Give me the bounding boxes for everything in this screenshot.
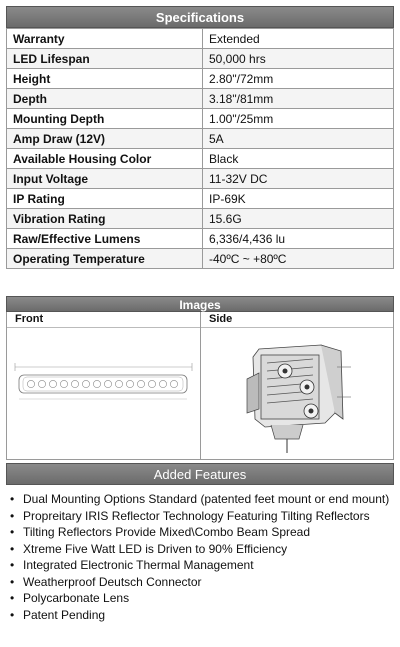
side-image-cell [200, 312, 393, 459]
features-title: Added Features [6, 463, 394, 485]
spec-label: IP Rating [7, 189, 203, 209]
spec-value: -40ºC ~ +80ºC [203, 249, 394, 269]
front-label: Front [7, 312, 200, 328]
spec-row [7, 29, 394, 49]
spec-value: 50,000 hrs [203, 49, 394, 69]
spec-label: Raw/Effective Lumens [7, 229, 203, 249]
spec-label: Available Housing Color [7, 149, 203, 169]
spec-row [7, 229, 394, 249]
spec-label: Mounting Depth [7, 109, 203, 129]
spec-row [7, 149, 394, 169]
feature-item: • Weatherproof Deutsch Connector [6, 574, 394, 590]
spec-label: Operating Temperature [7, 249, 203, 269]
specifications-table [6, 28, 394, 269]
spec-row [7, 169, 394, 189]
spec-row [7, 89, 394, 109]
images-grid [6, 312, 394, 460]
spec-value: Black [203, 149, 394, 169]
spec-label: Vibration Rating [7, 209, 203, 229]
spec-value: IP-69K [203, 189, 394, 209]
spec-row [7, 129, 394, 149]
specifications-title: Specifications [6, 6, 394, 28]
feature-item: • Patent Pending [6, 607, 394, 623]
front-image-cell [7, 312, 200, 459]
feature-item: • Xtreme Five Watt LED is Driven to 90% Efficiency [6, 541, 394, 557]
spec-row [7, 49, 394, 69]
spec-value: 15.6G [203, 209, 394, 229]
light-bar-side-drawing [201, 327, 394, 459]
side-label: Side [201, 312, 393, 328]
features-panel [6, 463, 394, 623]
side-image [201, 327, 393, 459]
spec-value: 6,336/4,436 lu [203, 229, 394, 249]
feature-item: • Dual Mounting Options Standard (patented feet mount or end mount) [6, 491, 394, 507]
spec-label: Height [7, 69, 203, 89]
feature-item: • Tilting Reflectors Provide Mixed\Combo Beam Spread [6, 524, 394, 540]
light-bar-front-drawing [7, 327, 200, 459]
spec-value: 5A [203, 129, 394, 149]
spec-row [7, 249, 394, 269]
spec-row [7, 69, 394, 89]
feature-item: • Integrated Electronic Thermal Management [6, 557, 394, 573]
spec-label: Input Voltage [7, 169, 203, 189]
spec-label: LED Lifespan [7, 49, 203, 69]
spec-value: 3.18"/81mm [203, 89, 394, 109]
front-image [7, 327, 200, 459]
feature-item: • Propreitary IRIS Reflector Technology Featuring Tilting Reflectors [6, 508, 394, 524]
spec-value: 1.00"/25mm [203, 109, 394, 129]
spec-value: Extended [203, 29, 394, 49]
spec-value: 2.80"/72mm [203, 69, 394, 89]
spec-row [7, 109, 394, 129]
spec-label: Depth [7, 89, 203, 109]
spec-value: 11-32V DC [203, 169, 394, 189]
spec-label: Amp Draw (12V) [7, 129, 203, 149]
images-title: Images [6, 296, 394, 312]
specifications-panel [6, 6, 394, 269]
spec-row [7, 209, 394, 229]
spec-row [7, 189, 394, 209]
images-panel [6, 296, 394, 460]
features-list [6, 485, 394, 623]
spec-label: Warranty [7, 29, 203, 49]
feature-item: • Polycarbonate Lens [6, 590, 394, 606]
